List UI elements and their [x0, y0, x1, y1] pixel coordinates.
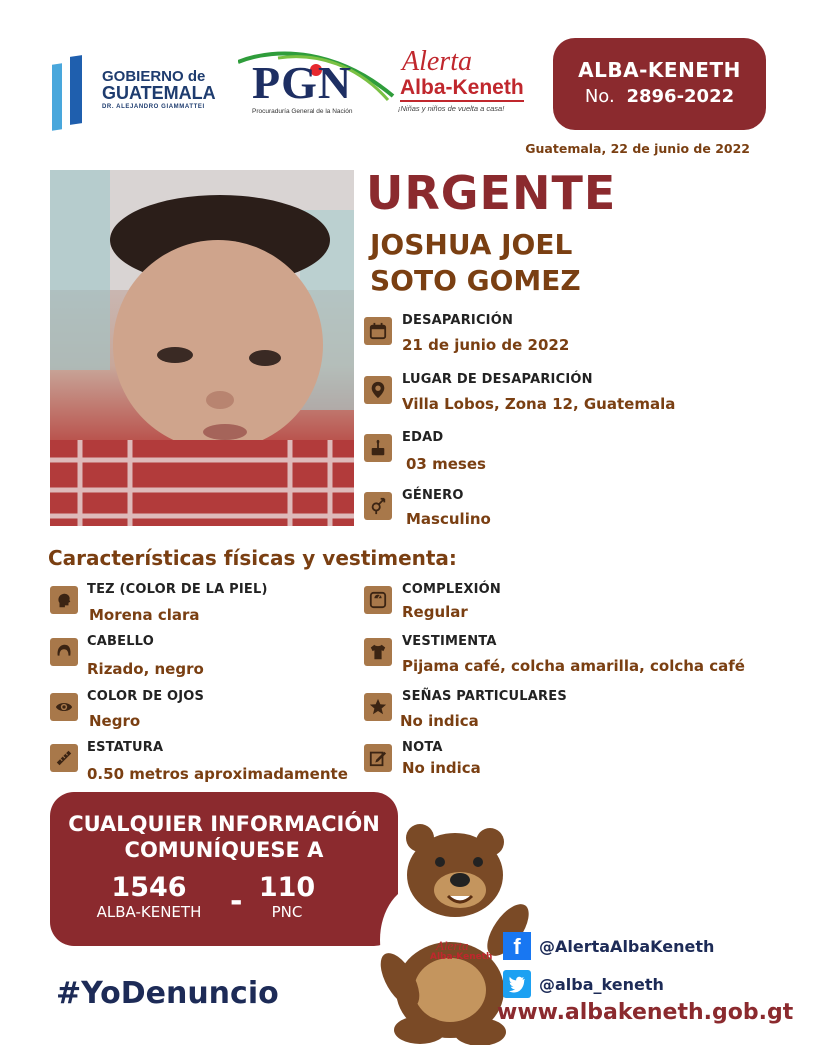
alerta-logo [396, 48, 536, 120]
case-no-label: No. [584, 86, 615, 107]
features-title: Características físicas y vestimenta: [48, 546, 457, 570]
field-value: Villa Lobos, Zona 12, Guatemala [402, 395, 676, 413]
feature-eyes [50, 689, 350, 737]
gov-logo [50, 52, 240, 132]
cake-icon [364, 434, 392, 462]
eye-icon [50, 693, 78, 721]
facebook-row[interactable] [503, 930, 714, 962]
head-icon [50, 586, 78, 614]
feature-label: CABELLO [87, 634, 154, 649]
feature-marks [364, 689, 784, 737]
alerta-line2: Alba-Keneth [400, 76, 524, 102]
field-value: 03 meses [406, 455, 486, 473]
field-label: GÉNERO [402, 488, 464, 503]
field-disappearance-date [364, 313, 784, 363]
shirt-icon [364, 638, 392, 666]
pgn-wordmark: PGN [252, 57, 353, 108]
person-name-line2: SOTO GOMEZ [370, 264, 581, 297]
feature-build [364, 582, 784, 630]
feature-note [364, 740, 784, 788]
alerta-tagline: ¡Niñas y niños de vuelta a casa! [398, 104, 505, 113]
case-badge [553, 38, 766, 130]
gov-line2: GUATEMALA [102, 83, 216, 103]
phone-pnc[interactable] [252, 872, 322, 921]
facebook-handle: @AlertaAlbaKeneth [539, 936, 715, 956]
feature-label: ESTATURA [87, 740, 164, 755]
feature-clothing [364, 634, 784, 682]
feature-label: VESTIMENTA [402, 634, 497, 649]
feature-value: Negro [89, 712, 141, 730]
twitter-icon [503, 970, 531, 998]
field-value: 21 de junio de 2022 [402, 336, 570, 354]
field-label: LUGAR DE DESAPARICIÓN [402, 372, 593, 387]
case-number-row [553, 86, 766, 107]
mascot-badge-line1: Alerta [436, 938, 469, 953]
case-title: ALBA-KENETH [578, 58, 741, 82]
phone-separator: - [230, 884, 243, 919]
feature-value: Pijama café, colcha amarilla, colcha café [402, 657, 745, 675]
gender-icon [364, 492, 392, 520]
calendar-icon [364, 317, 392, 345]
feature-value: Rizado, negro [87, 660, 204, 678]
scale-icon [364, 586, 392, 614]
feature-hair [50, 634, 350, 682]
field-age [364, 430, 784, 480]
field-label: EDAD [402, 430, 444, 445]
gov-line1: GOBIERNO de [102, 68, 206, 85]
ruler-icon [50, 744, 78, 772]
feature-value: 0.50 metros aproximadamente [87, 765, 348, 783]
phone2-number: 110 [258, 872, 316, 903]
field-disappearance-place [364, 372, 784, 422]
feature-height [50, 740, 360, 788]
note-icon [364, 744, 392, 772]
twitter-row[interactable] [503, 968, 664, 1000]
feature-label: NOTA [402, 740, 443, 755]
facebook-icon: f [503, 932, 531, 960]
phone2-label: PNC [271, 903, 303, 921]
date-line: Guatemala, 22 de junio de 2022 [525, 141, 750, 156]
missing-child-photo [50, 170, 354, 526]
feature-label: SEÑAS PARTICULARES [402, 689, 567, 704]
feature-value: No indica [402, 759, 481, 777]
pgn-subtitle: Procuraduría General de la Nación [252, 108, 353, 115]
feature-label: COMPLEXIÓN [402, 582, 502, 597]
gov-bars-icon [50, 52, 92, 132]
field-gender [364, 488, 784, 538]
feature-value: Regular [402, 603, 468, 621]
feature-value: No indica [400, 712, 479, 730]
contact-box [50, 792, 398, 946]
phone-alba[interactable] [84, 872, 214, 921]
gov-line3: DR. ALEJANDRO GIAMMATTEI [102, 104, 205, 110]
person-name-line1: JOSHUA JOEL [370, 228, 573, 261]
urgency-title: URGENTE [366, 166, 617, 220]
website-link[interactable]: www.albakeneth.gob.gt [497, 1000, 794, 1025]
star-icon [364, 693, 392, 721]
alerta-line1: Alerta [402, 46, 472, 77]
phone1-number: 1546 [111, 872, 187, 903]
pgn-logo [238, 48, 398, 120]
mascot-badge-line2: Alba-Keneth [430, 952, 493, 962]
feature-value: Morena clara [89, 606, 200, 624]
field-label: DESAPARICIÓN [402, 313, 514, 328]
feature-label: COLOR DE OJOS [87, 689, 205, 704]
field-value: Masculino [406, 510, 491, 528]
case-number: 2896-2022 [626, 86, 735, 107]
contact-line2: COMUNÍQUESE A [124, 838, 324, 862]
twitter-handle: @alba_keneth [539, 974, 664, 994]
feature-skin [50, 582, 350, 630]
contact-line1: CUALQUIER INFORMACIÓN [68, 812, 380, 836]
hashtag: #YoDenuncio [56, 976, 279, 1011]
phone1-label: ALBA-KENETH [96, 903, 202, 921]
hair-icon [50, 638, 78, 666]
map-pin-icon [364, 376, 392, 404]
feature-label: TEZ (COLOR DE LA PIEL) [87, 582, 268, 597]
